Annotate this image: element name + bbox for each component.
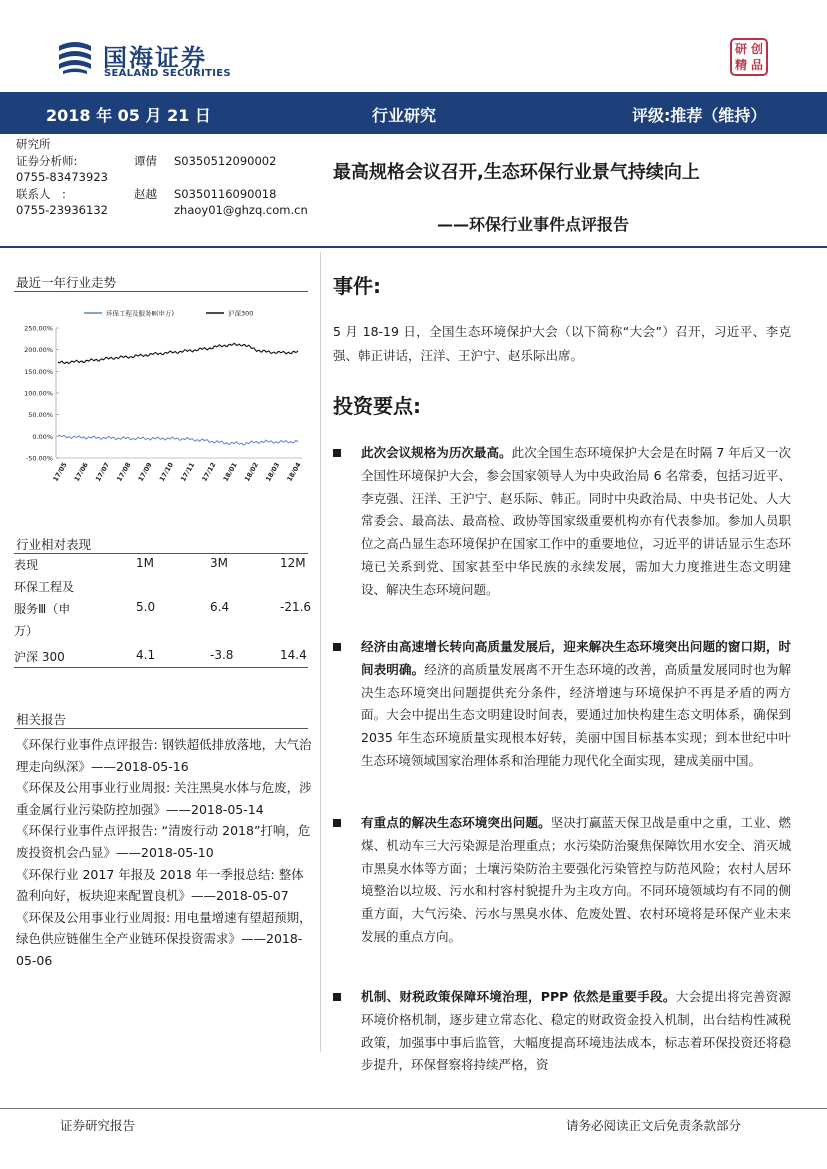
trend-heading: 最近一年行业走势 (16, 275, 117, 290)
invest-point: 有重点的解决生态环境突出问题。坚决打赢蓝天保卫战是重中之重，工业、燃煤、机动车三大污染源是治理重点；水污染防治聚焦保障饮用水安全、消灭城市黑臭水体等方面；土壤污染防治主要强化污染管控与防范风险；农村人居环境整治以垃圾、污水和村容村貌提升为主攻方向。不同环境领域均有不同的侧重方面，大气污染、污水与黑臭水体、危废处置、农村环境将是环保产业未来发展的重点方向。 (333, 812, 791, 949)
x-tick-label: 18/01 (221, 461, 239, 483)
reports-rule (14, 728, 308, 729)
table-row: 沪深 300 4.1 -3.8 14.4 (14, 648, 307, 664)
list-item[interactable]: 《环保行业 2017 年报及 2018 年一季报总结: 整体盈利向好，板块迎来配置良机》——2018-05-07 (16, 866, 304, 904)
y-tick-label: 50.00% (28, 411, 53, 420)
analyst-row: 0755-23936132 zhaoy01@ghzq.com.cn (16, 203, 308, 217)
table-row: 环保工程及 (14, 580, 75, 594)
invest-point: 机制、财税政策保障环境治理，PPP 依然是重要手段。大会提出将完善资源环境价格机制，逐步建立常态化、稳定的财政资金投入机制，出台结构性减税政策，加强事中事后监管，大幅度提高环境违法成本，标志着环保投资还将稳步提升，环保督察将持续严格，资 (333, 986, 791, 1077)
y-tick-label: 0.00% (32, 432, 53, 441)
invest-point: 经济由高速增长转向高质量发展后，迎来解决生态环境突出问题的窗口期，时间表明确。经济的高质量发展离不开生态环境的改善，高质量发展同时也为解决生态环境突出问题提供充分条件，经济增速与环境保护不再是矛盾的两方面。大会中提出生态文明建设时间表，要通过加快构建生态文明体系，确保到 2035 年生态环境质量实现根本好转，美丽中国目标基本实现；到本世纪中叶生态环境领域国家治理体系和治理能力现代化全面实现，建成美丽中国。 (333, 636, 791, 773)
list-item[interactable]: 《环保及公用事业行业周报: 用电量增速有望超预期，绿色供应链催生全产业链环保投资需求》——2018-05-06 (16, 909, 312, 968)
logo-chinese-name: 国海证券 (103, 44, 207, 72)
y-tick-label: -50.00% (25, 454, 53, 463)
bullet-square-icon (333, 449, 341, 457)
performance-rule (14, 553, 308, 554)
list-item[interactable]: 《环保行业事件点评报告: 钢铁超低排放落地，大气治理走向纵深》——2018-05-16 (16, 737, 312, 774)
x-tick-label: 17/06 (72, 461, 90, 483)
x-tick-label: 18/03 (264, 461, 282, 483)
x-tick-label: 17/05 (51, 461, 69, 483)
y-tick-label: 100.00% (24, 389, 53, 398)
event-text: 5 月 18-19 日，全国生态环境保护大会（以下简称“大会”）召开，习近平、李克强、韩正讲话，汪洋、王沪宁、赵乐际出席。 (333, 324, 791, 363)
research-seal-icon: 研 创 精 品 (730, 38, 768, 76)
analyst-row: 联系人 : 赵越 S0350116090018 (16, 186, 277, 201)
x-tick-label: 17/09 (136, 461, 154, 483)
analyst-row: 证券分析师: 谭倩 S0350512090002 (16, 153, 277, 168)
series-line-1 (58, 343, 298, 363)
report-category: 行业研究 (372, 106, 437, 125)
x-tick-label: 17/11 (179, 461, 197, 483)
y-tick-label: 150.00% (24, 367, 53, 376)
report-title: 最高规格会议召开,生态环保行业景气持续向上 (333, 162, 700, 183)
x-tick-label: 17/12 (200, 461, 218, 483)
performance-heading: 行业相对表现 (16, 537, 92, 552)
report-rating: 评级:推荐（维持） (632, 106, 767, 125)
table-row: 服务Ⅲ（申 5.0 6.4 -21.6 (14, 600, 312, 616)
bullet-square-icon (333, 993, 341, 1001)
footer-right: 请务必阅读正文后免责条款部分 (566, 1118, 742, 1133)
analyst-info (16, 136, 316, 219)
list-item[interactable]: 《环保及公用事业行业周报: 关注黑臭水体与危废，涉重金属行业污染防控加强》——2018-05-14 (16, 780, 312, 817)
column-divider (320, 252, 321, 1052)
invest-heading: 投资要点: (333, 394, 421, 418)
bullet-square-icon (333, 643, 341, 651)
reports-heading: 相关报告 (16, 712, 67, 727)
analyst-row: 研究所 (16, 137, 51, 151)
table-row: 万） (14, 624, 39, 638)
legend-label: 环保工程及服务Ⅲ(申万) (106, 309, 175, 318)
x-tick-label: 17/07 (93, 461, 112, 483)
footer-left: 证券研究报告 (60, 1118, 136, 1133)
x-tick-label: 18/02 (242, 461, 261, 483)
invest-point: 此次会议规格为历次最高。此次全国生态环境保护大会是在时隔 7 年后又一次全国性环境保护大会，参会国家领导人为中央政治局 6 名常委，包括习近平、李克强、汪洋、王沪宁、赵乐际、韩正。同时中央政治局、中央书记处、人大常委会、最高法、最高检、政协等国家级重要机构亦有代表参加。参加人员职位之高凸显生态环境保护在国家工作中的重要地位，习近平的讲话显示生态环境已关系到党、国家甚至中华民族的永续发展，需加大力度推进生态文明建设、解决生态环境问题。 (333, 442, 791, 602)
legend-label: 沪深300 (228, 309, 254, 318)
industry-trend-chart (10, 300, 310, 495)
report-date: 2018 年 05 月 21 日 (46, 106, 211, 125)
report-subtitle: ——环保行业事件点评报告 (437, 215, 630, 234)
performance-table (14, 556, 312, 670)
list-item[interactable]: 《环保行业事件点评报告: “清废行动 2018”打响，危废投资机会凸显》——2018-05-10 (16, 823, 311, 860)
event-heading: 事件: (333, 274, 381, 298)
table-header-row: 表现 1M 3M 12M (14, 556, 306, 572)
series-line-0 (58, 435, 298, 445)
footer-rule (0, 1108, 827, 1109)
y-tick-label: 250.00% (24, 324, 53, 333)
x-tick-label: 17/10 (157, 461, 175, 483)
trend-rule (14, 291, 308, 292)
header-divider (0, 246, 827, 248)
x-tick-label: 17/08 (115, 461, 133, 483)
report-banner (0, 92, 827, 134)
sealand-logo-icon (55, 40, 95, 76)
bullet-square-icon (333, 819, 341, 827)
related-reports-list (16, 734, 312, 972)
analyst-row: 0755-83473923 (16, 170, 108, 184)
logo-english-name: SEALAND SECURITIES (104, 68, 231, 79)
y-tick-label: 200.00% (24, 346, 53, 355)
performance-bottom-rule (14, 667, 308, 668)
x-tick-label: 18/04 (285, 461, 303, 483)
